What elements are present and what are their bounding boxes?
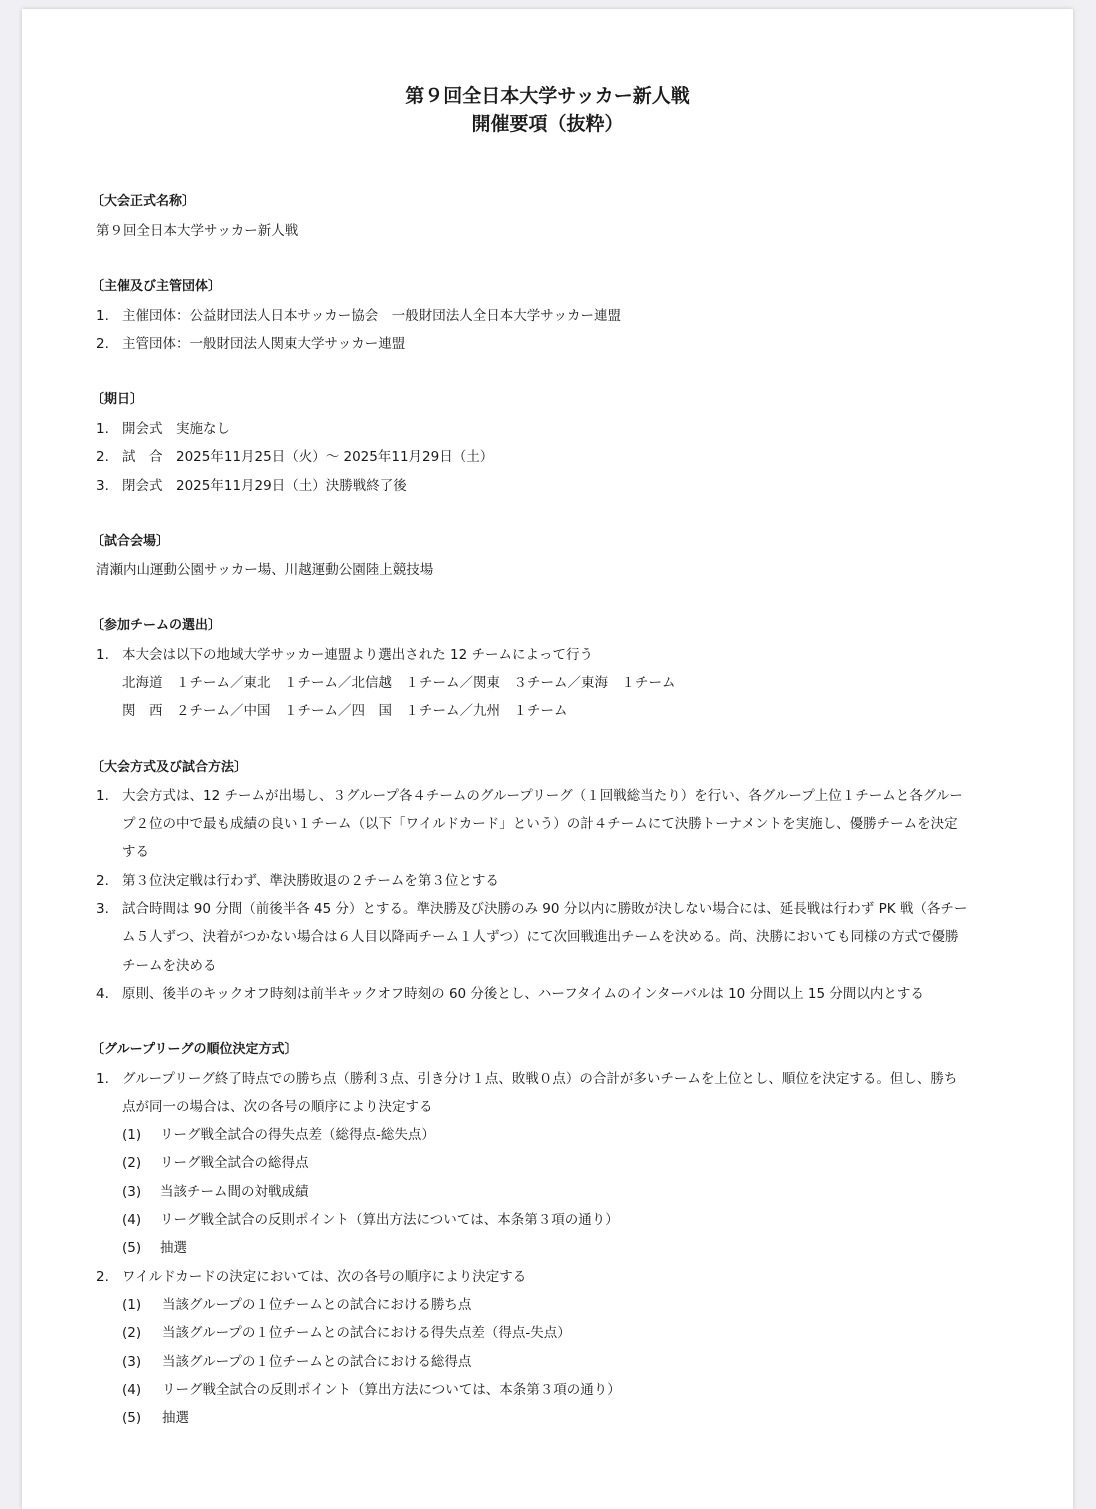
list-item: 第３位決定戦は行わず、準決勝敗退の２チームを第３位とする [122,873,499,889]
section-text-name: 第９回全日本大学サッカー新人戦 [96,223,299,239]
sub-item-number: (1) [122,1127,142,1143]
list-number: 1. [96,647,109,663]
section-heading-teams: 〔参加チームの選出〕 [91,618,222,633]
sub-item: 当該グループの１位チームとの試合における総得点 [162,1354,472,1370]
section-heading-ranking: 〔グループリーグの順位決定方式〕 [91,1042,298,1057]
section-heading-organizers: 〔主催及び主管団体〕 [91,279,222,294]
sub-item-number: (4) [122,1382,142,1398]
sub-item-number: (3) [122,1354,142,1370]
section-heading-venue: 〔試合会場〕 [91,534,170,549]
list-number: 4. [96,986,109,1002]
section-text-venue: 清瀬内山運動公園サッカー場、川越運動公園陸上競技場 [96,562,434,578]
document-subtitle: 開催要項（抜粋） [471,113,624,135]
sub-item: 抽選 [162,1410,189,1426]
list-item: 主催団体：公益財団法人日本サッカー協会 一般財団法人全日本大学サッカー連盟 [122,308,621,324]
sub-item: リーグ戦全試合の総得点 [160,1155,309,1171]
list-number: 2. [96,1269,109,1285]
sub-item: リーグ戦全試合の反則ポイント（算出方法については、本条第３項の通り） [160,1212,619,1228]
sub-item-number: (4) [122,1212,142,1228]
list-item-continuation: 関 西 ２チーム／中国 １チーム／四 国 １チーム／九州 １チーム [122,703,568,719]
list-item: 試 合 2025年11月25日（火）～ 2025年11月29日（土） [122,449,494,465]
list-item-continuation: 北海道 １チーム／東北 １チーム／北信越 １チーム／関東 ３チーム／東海 １チーム [122,675,676,691]
list-number: 1. [96,788,109,804]
list-number: 2. [96,873,109,889]
list-item: 大会方式は、12 チームが出場し、３グループ各４チームのグループリーグ（１回戦総当たり）を行い、各グループ上位１チームと各グルー [122,788,963,804]
sub-item-number: (5) [122,1240,142,1256]
list-number: 2. [96,336,109,352]
section-heading-name: 〔大会正式名称〕 [91,194,196,209]
section-heading-dates: 〔期日〕 [91,392,144,407]
list-item: 開会式 実施なし [122,421,230,437]
list-number: 1. [96,421,109,437]
sub-item-number: (2) [122,1155,142,1171]
list-item-continuation: 点が同一の場合は、次の各号の順序により決定する [122,1099,433,1115]
list-item: 本大会は以下の地域大学サッカー連盟より選出された 12 チームによって行う [122,647,593,663]
list-item: ワイルドカードの決定においては、次の各号の順序により決定する [122,1269,527,1285]
sub-item-number: (5) [122,1410,142,1426]
sub-item: リーグ戦全試合の反則ポイント（算出方法については、本条第３項の通り） [162,1382,621,1398]
list-item-continuation: する [122,844,149,860]
list-item: グループリーグ終了時点での勝ち点（勝利３点、引き分け１点、敗戦０点）の合計が多いチームを上位とし、順位を決定する。但し、勝ち [122,1071,958,1087]
sub-item: リーグ戦全試合の得失点差（総得点-総失点） [160,1127,435,1143]
sub-item-number: (2) [122,1325,142,1341]
list-number: 1. [96,308,109,324]
list-item: 閉会式 2025年11月29日（土）決勝戦終了後 [122,478,407,494]
list-number: 3. [96,901,109,917]
list-item: 試合時間は 90 分間（前後半各 45 分）とする。準決勝及び決勝のみ 90 分以内に勝敗が決しない場合には、延長戦は行わず PK 戦（各チー [122,901,968,917]
section-heading-format: 〔大会方式及び試合方法〕 [91,760,248,775]
list-item-continuation: プ２位の中で最も成績の良い１チーム（以下「ワイルドカード」という）の計４チームにて決勝トーナメントを実施し、優勝チームを決定 [122,816,958,832]
sub-item: 当該チーム間の対戦成績 [160,1184,309,1200]
list-item: 主管団体：一般財団法人関東大学サッカー連盟 [122,336,406,352]
list-number: 2. [96,449,109,465]
sub-item: 抽選 [160,1240,187,1256]
document-title: 第９回全日本大学サッカー新人戦 [405,85,690,107]
list-number: 3. [96,478,109,494]
sub-item-number: (1) [122,1297,142,1313]
list-item: 原則、後半のキックオフ時刻は前半キックオフ時刻の 60 分後とし、ハーフタイムのインターバルは 10 分間以上 15 分間以内とする [122,986,924,1002]
list-item-continuation: ム５人ずつ、決着がつかない場合は６人目以降両チーム１人ずつ）にて次回戦進出チームを決める。尚、決勝においても同様の方式で優勝 [122,929,959,945]
sub-item: 当該グループの１位チームとの試合における勝ち点 [162,1297,472,1313]
list-number: 1. [96,1071,109,1087]
document-page [22,9,1073,1509]
sub-item-number: (3) [122,1184,142,1200]
list-item-continuation: チームを決める [122,958,217,974]
sub-item: 当該グループの１位チームとの試合における得失点差（得点-失点） [162,1325,571,1341]
